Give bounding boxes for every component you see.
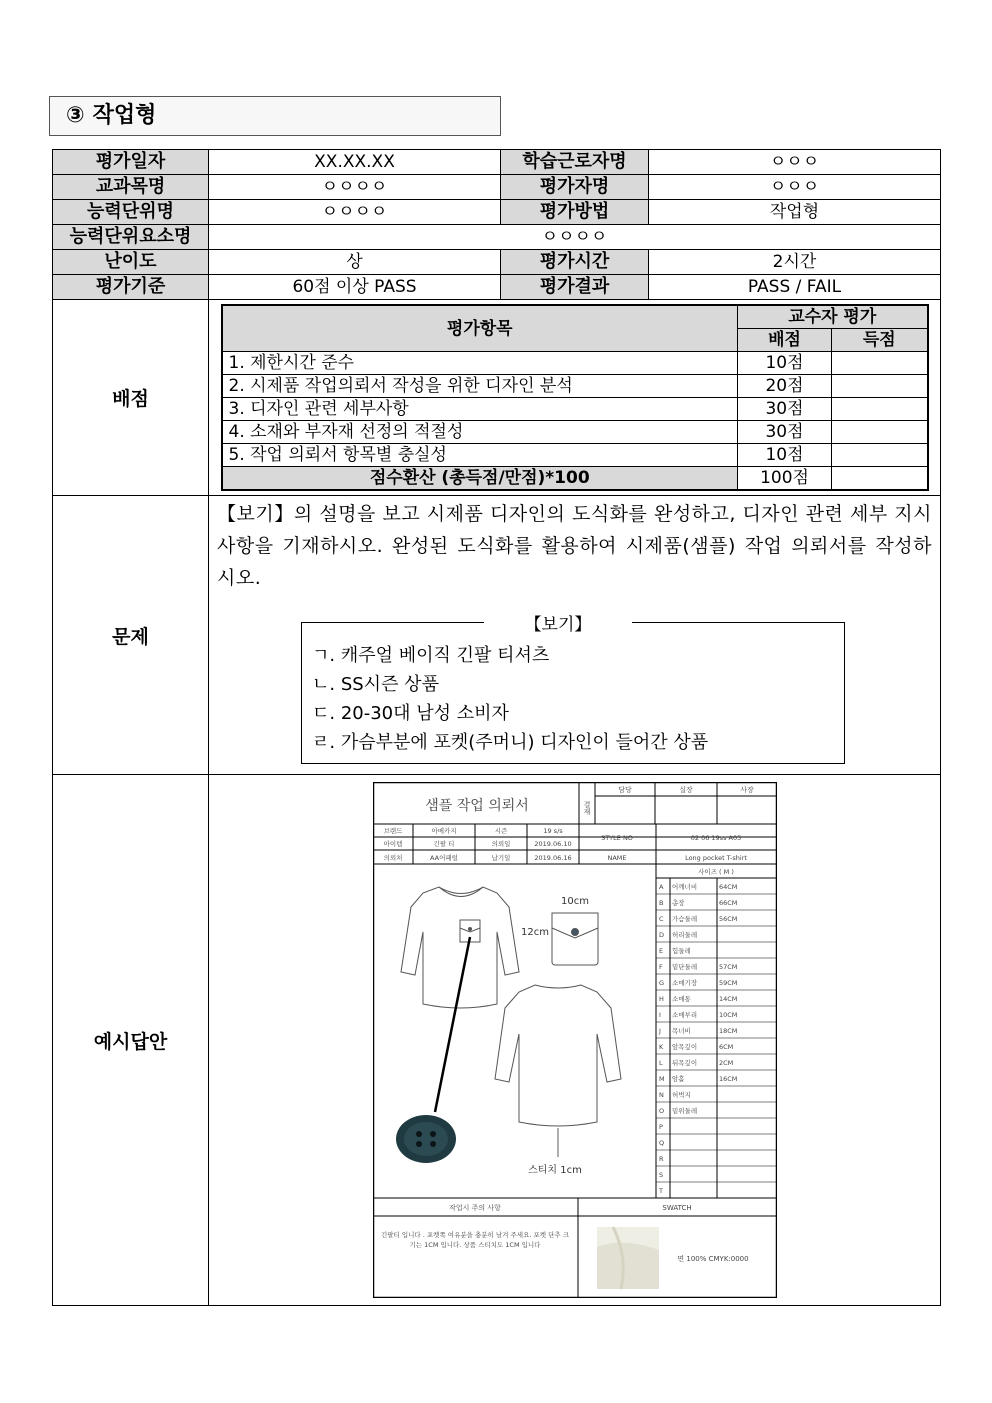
size-value: 66CM — [718, 898, 737, 907]
season: 19 s/s — [542, 826, 563, 835]
item-name: 5. 작업 의뢰서 항목별 충실성 — [222, 444, 738, 467]
size-label: 소매기장 — [671, 978, 697, 987]
size-code: F — [658, 962, 663, 971]
difficulty: 상 — [209, 250, 501, 275]
size-label: 밑단둘레 — [671, 962, 697, 971]
answer-cell — [209, 775, 941, 1306]
table-row — [222, 352, 928, 375]
button-icon — [396, 1115, 456, 1163]
item-points: 20점 — [738, 375, 832, 398]
table-row — [222, 375, 928, 398]
size-code: S — [658, 1170, 663, 1179]
swatch-header: SWATCH — [661, 1203, 692, 1212]
size-code: Q — [658, 1138, 664, 1147]
client-label: 의뢰처 — [383, 853, 402, 862]
size-label: 허벅지 — [671, 1090, 691, 1099]
item-score[interactable] — [832, 375, 928, 398]
item-score[interactable] — [832, 421, 928, 444]
size-label: 가슴둘레 — [671, 914, 697, 923]
delivery-label: 납기일 — [491, 853, 510, 862]
total-label: 점수환산 (총득점/만점)*100 — [222, 467, 738, 491]
criteria-label: 평가기준 — [53, 275, 209, 300]
size-code: M — [658, 1074, 665, 1083]
size-label: 소매부리 — [671, 1010, 697, 1019]
approval-label: 결재 — [582, 800, 591, 815]
bogi-item: ㄹ. 가슴부분에 포켓(주머니) 디자인이 들어간 상품 — [312, 732, 709, 753]
item-points: 10점 — [738, 444, 832, 467]
element-label: 능력단위요소명 — [53, 225, 209, 250]
result: PASS / FAIL — [649, 275, 941, 300]
table-row — [222, 444, 928, 467]
caution-header: 작업시 주의 사항 — [448, 1203, 501, 1212]
prof-header: 교수자 평가 — [738, 305, 928, 329]
sheet-title: 샘플 작업 의뢰서 — [424, 797, 529, 814]
item-name: 1. 제한시간 준수 — [222, 352, 738, 375]
unit-label: 능력단위명 — [53, 200, 209, 225]
bogi-box — [301, 615, 845, 764]
bogi-item: ㄱ. 캐주얼 베이직 긴팔 티셔츠 — [312, 645, 550, 666]
section-title — [49, 96, 501, 136]
swatch-text: 면 100% CMYK:0000 — [676, 1254, 749, 1263]
order-date: 2019.06.10 — [533, 839, 572, 848]
points-header: 배점 — [738, 329, 832, 352]
evaluation-table — [52, 149, 941, 1306]
size-code: R — [658, 1154, 664, 1163]
size-value: 18CM — [718, 1026, 737, 1035]
item-header: 평가항목 — [222, 305, 738, 352]
size-value: 2CM — [718, 1058, 733, 1067]
difficulty-label: 난이도 — [53, 250, 209, 275]
fabric-swatch — [597, 1227, 659, 1289]
bogi-item: ㄴ. SS시즌 상품 — [312, 674, 439, 695]
pocket-height: 12cm — [520, 926, 549, 938]
method-label: 평가방법 — [501, 200, 649, 225]
size-code: J — [658, 1026, 661, 1035]
size-value: 59CM — [718, 978, 737, 987]
approver-label: 실장 — [678, 785, 693, 794]
problem-text: 【보기】의 설명을 보고 시제품 디자인의 도식화를 완성하고, 디자인 관련 세부 지시사항을 기재하시오. 완성된 도식화를 활용하여 시제품(샘플) 작업 의뢰서를 작성하시오. — [217, 503, 932, 589]
size-label: 암홀 — [671, 1074, 685, 1083]
item-name: 2. 시제품 작업의뢰서 작성을 위한 디자인 분석 — [222, 375, 738, 398]
item-score[interactable] — [832, 398, 928, 421]
size-label: 앞목깊이 — [671, 1042, 697, 1051]
size-label: 밑위둘레 — [671, 1106, 697, 1115]
size-value: 57CM — [718, 962, 737, 971]
bogi-item: ㄷ. 20-30대 남성 소비자 — [312, 703, 509, 724]
stitch-note: 스티치 1cm — [527, 1164, 582, 1176]
time-label: 평가시간 — [501, 250, 649, 275]
total-score[interactable] — [832, 467, 928, 491]
season-label: 시즌 — [494, 826, 507, 835]
sample-work-order — [373, 782, 777, 1298]
item-label: 아이템 — [383, 839, 402, 848]
size-code: K — [658, 1042, 663, 1051]
style-no: 02 06 19ss A05 — [690, 833, 741, 842]
size-code: D — [658, 930, 664, 939]
size-code: C — [658, 914, 664, 923]
size-value: 64CM — [718, 882, 737, 891]
eval-date: XX.XX.XX — [209, 150, 501, 175]
size-code: T — [658, 1186, 663, 1195]
time: 2시간 — [649, 250, 941, 275]
section-number: ③ — [66, 103, 85, 128]
result-label: 평가결과 — [501, 275, 649, 300]
size-code: H — [658, 994, 664, 1003]
size-code: A — [658, 882, 663, 891]
scoring-label: 배점 — [53, 300, 209, 496]
evaluator-label: 평가자명 — [501, 175, 649, 200]
size-label: 허리둘레 — [671, 930, 697, 939]
eval-date-label: 평가일자 — [53, 150, 209, 175]
problem-cell — [209, 496, 941, 775]
subject: ㅇㅇㅇㅇ — [209, 175, 501, 200]
name-label: NAME — [606, 853, 627, 862]
total-points: 100점 — [738, 467, 832, 491]
learner: ㅇㅇㅇ — [649, 150, 941, 175]
size-label: 어깨너비 — [671, 882, 697, 891]
unit: ㅇㅇㅇㅇ — [209, 200, 501, 225]
approver-label: 담당 — [617, 785, 632, 794]
table-row — [222, 398, 928, 421]
item-score[interactable] — [832, 444, 928, 467]
name: Long pocket T-shirt — [684, 853, 747, 862]
item-points: 30점 — [738, 421, 832, 444]
size-code: B — [658, 898, 663, 907]
size-value: 14CM — [718, 994, 737, 1003]
size-value: 6CM — [718, 1042, 733, 1051]
size-code: I — [658, 1010, 661, 1019]
item-name: 3. 디자인 관련 세부사항 — [222, 398, 738, 421]
brand: 아메카지 — [430, 826, 457, 835]
answer-label: 예시답안 — [53, 775, 209, 1306]
subject-label: 교과목명 — [53, 175, 209, 200]
tshirt-back-sketch — [495, 985, 621, 1126]
size-label: 힙둘레 — [671, 946, 691, 955]
pocket-detail — [552, 913, 598, 965]
size-code: E — [658, 946, 663, 955]
pocket-width: 10cm — [560, 895, 589, 907]
score-header: 득점 — [832, 329, 928, 352]
item-score[interactable] — [832, 352, 928, 375]
size-label: 총장 — [671, 898, 685, 907]
size-code: O — [658, 1106, 664, 1115]
section-title-text: 작업형 — [92, 103, 157, 128]
learner-label: 학습근로자명 — [501, 150, 649, 175]
item: 긴팔 티 — [433, 839, 454, 848]
size-value: 16CM — [718, 1074, 737, 1083]
size-label: 뒤목깊이 — [671, 1058, 697, 1067]
size-code: L — [658, 1058, 663, 1067]
size-value: 56CM — [718, 914, 737, 923]
size-code: P — [658, 1122, 663, 1131]
item-points: 10점 — [738, 352, 832, 375]
size-label: 목너비 — [671, 1026, 691, 1035]
style-no-label: STYLE NO — [600, 833, 633, 842]
criteria: 60점 이상 PASS — [209, 275, 501, 300]
problem-label: 문제 — [53, 496, 209, 775]
approver-label: 사장 — [739, 785, 754, 794]
caution-text: 긴팔티 입니다 . 포켓쪽 여유분을 충분히 남겨 주세요. 포켓 단추 크기는 1CM 입니다. 상품 스티치도 1CM 입니다 — [380, 1230, 569, 1249]
size-label: 소매통 — [671, 994, 691, 1003]
order-date-label: 의뢰일 — [491, 839, 510, 848]
size-code: G — [658, 978, 664, 987]
score-table — [221, 304, 929, 491]
delivery: 2019.06.16 — [533, 853, 572, 862]
table-row — [222, 421, 928, 444]
evaluator: ㅇㅇㅇ — [649, 175, 941, 200]
size-value: 10CM — [718, 1010, 737, 1019]
item-points: 30점 — [738, 398, 832, 421]
client: AA어패럴 — [429, 853, 458, 862]
brand-label: 브랜드 — [383, 826, 402, 835]
element: ㅇㅇㅇㅇ — [209, 225, 941, 250]
bogi-title: 【보기】 — [484, 610, 632, 635]
scoring-cell — [209, 300, 941, 496]
method: 작업형 — [649, 200, 941, 225]
size-header: 사이즈 ( M ) — [697, 867, 734, 876]
size-code: N — [658, 1090, 664, 1099]
item-name: 4. 소재와 부자재 선정의 적절성 — [222, 421, 738, 444]
